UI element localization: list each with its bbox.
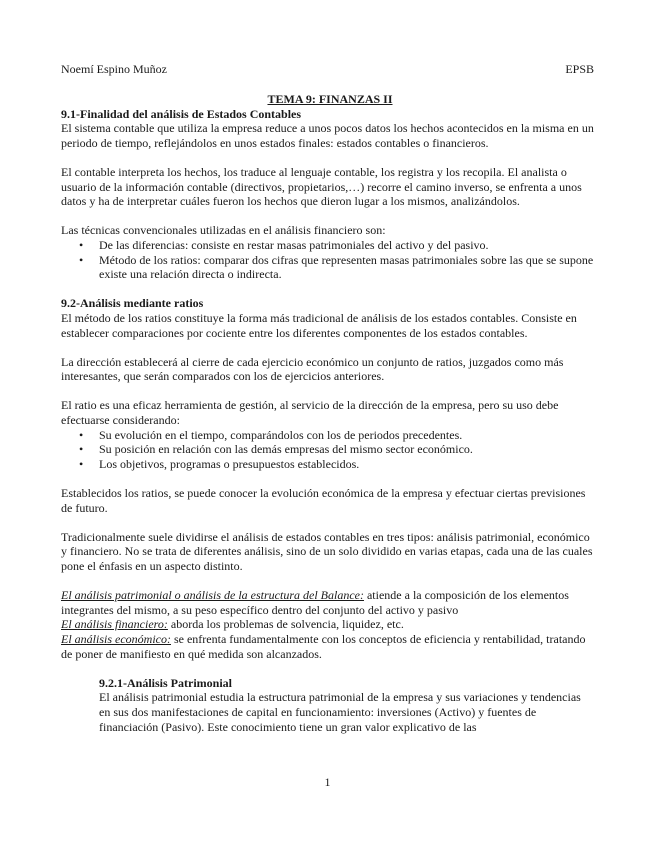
list-item: • Su posición en relación con las demás empresas del mismo sector económico.: [99, 442, 595, 457]
page-header: [61, 62, 594, 77]
section-9-2-heading: 9.2-Análisis mediante ratios: [61, 296, 204, 311]
list-item: • De las diferencias: consiste en restar masas patrimoniales del activo y del pasivo.: [99, 238, 595, 253]
analysis-desc: atiende a la composición de los elementos integrantes del mismo, a su peso específico dentro del conjunto del activo y pasivo: [61, 588, 569, 617]
analysis-type-financiero: [61, 617, 595, 632]
paragraph: Tradicionalmente suele dividirse el análisis de estados contables en tres tipos: análisis patrimonial, económico y financiero. No se trata de diferentes análisis, sino de un solo dividido en varias etapas, cada una de las cuales pone el énfasis en un aspecto distinto.: [61, 529, 593, 573]
author-name: Noemí Espino Muñoz: [61, 62, 167, 76]
paragraph: El método de los ratios constituye la forma más tradicional de análisis de los estados contables. Consiste en establecer comparaciones por cociente entre los diferentes componentes de los estados contables.: [61, 310, 577, 340]
paragraph: Las técnicas convencionales utilizadas en el análisis financiero son:: [61, 223, 386, 238]
analysis-term: El análisis financiero:: [61, 617, 168, 632]
page-number: 1: [324, 775, 331, 789]
document-title: TEMA 9: FINANZAS II: [267, 92, 393, 106]
paragraph: El análisis patrimonial estudia la estructura patrimonial de la empresa y sus variaciones y tendencias en sus dos manifestaciones de capital en funcionamiento: inversiones (Activo) y fuentes de financiación (Pasivo). Este conocimiento tiene un gran valor explicativo de las: [99, 690, 581, 734]
section-9-2-1-heading: 9.2.1-Análisis Patrimonial: [99, 675, 233, 690]
section-9-1-heading: 9.1-Finalidad del análisis de Estados Contables: [61, 106, 302, 121]
bullet-list: [61, 428, 595, 472]
analysis-type-patrimonial: [61, 588, 595, 617]
bullet-list: [61, 238, 595, 282]
analysis-term: El análisis patrimonial o análisis de la estructura del Balance:: [61, 588, 364, 603]
paragraph: El ratio es una eficaz herramienta de gestión, al servicio de la dirección de la empresa, pero su uso debe efectuarse considerando:: [61, 398, 559, 428]
analysis-desc: aborda los problemas de solvencia, liquidez, etc.: [167, 617, 404, 632]
subsection-9-2-1: [61, 676, 595, 734]
paragraph: El sistema contable que utiliza la empresa reduce a unos pocos datos los hechos acontecidos en la misma en un periodo de tiempo, reflejándolos en unos estados finales: estados contables o financieros.: [61, 121, 594, 150]
list-item: • Método de los ratios: comparar dos cifras que representen masas patrimoniales sobre las que se supone existe una relación directa o indirecta.: [99, 253, 595, 282]
paragraph: La dirección establecerá al cierre de cada ejercicio económico un conjunto de ratios, juzgados como más interesantes, que serán comparados con los de ejercicios anteriores.: [61, 354, 564, 384]
school-name: EPSB: [565, 62, 594, 76]
analysis-term: El análisis económico:: [61, 631, 171, 646]
analysis-desc: se enfrenta fundamentalmente con los conceptos de eficiencia y rentabilidad, tratando de poner de manifiesto en qué medida son alcanzados.: [61, 631, 586, 661]
list-item: • Su evolución en el tiempo, comparándolos con los de periodos precedentes.: [99, 428, 595, 443]
page-content: [61, 92, 595, 734]
paragraph: El contable interpreta los hechos, los traduce al lenguaje contable, los registra y los recopila. El analista o usuario de la información contable (directivos, propietarios,…) recorre el camino inverso, se enfrenta a unos datos y ha de interpretar cuáles fueron los hechos que dieron lugar a los mismos, analizándolos.: [61, 164, 582, 209]
paragraph: Establecidos los ratios, se puede conocer la evolución económica de la empresa y efectuar ciertas previsiones de futuro.: [61, 486, 586, 515]
analysis-type-economico: [61, 632, 595, 661]
list-item: • Los objetivos, programas o presupuestos establecidos.: [99, 457, 595, 472]
